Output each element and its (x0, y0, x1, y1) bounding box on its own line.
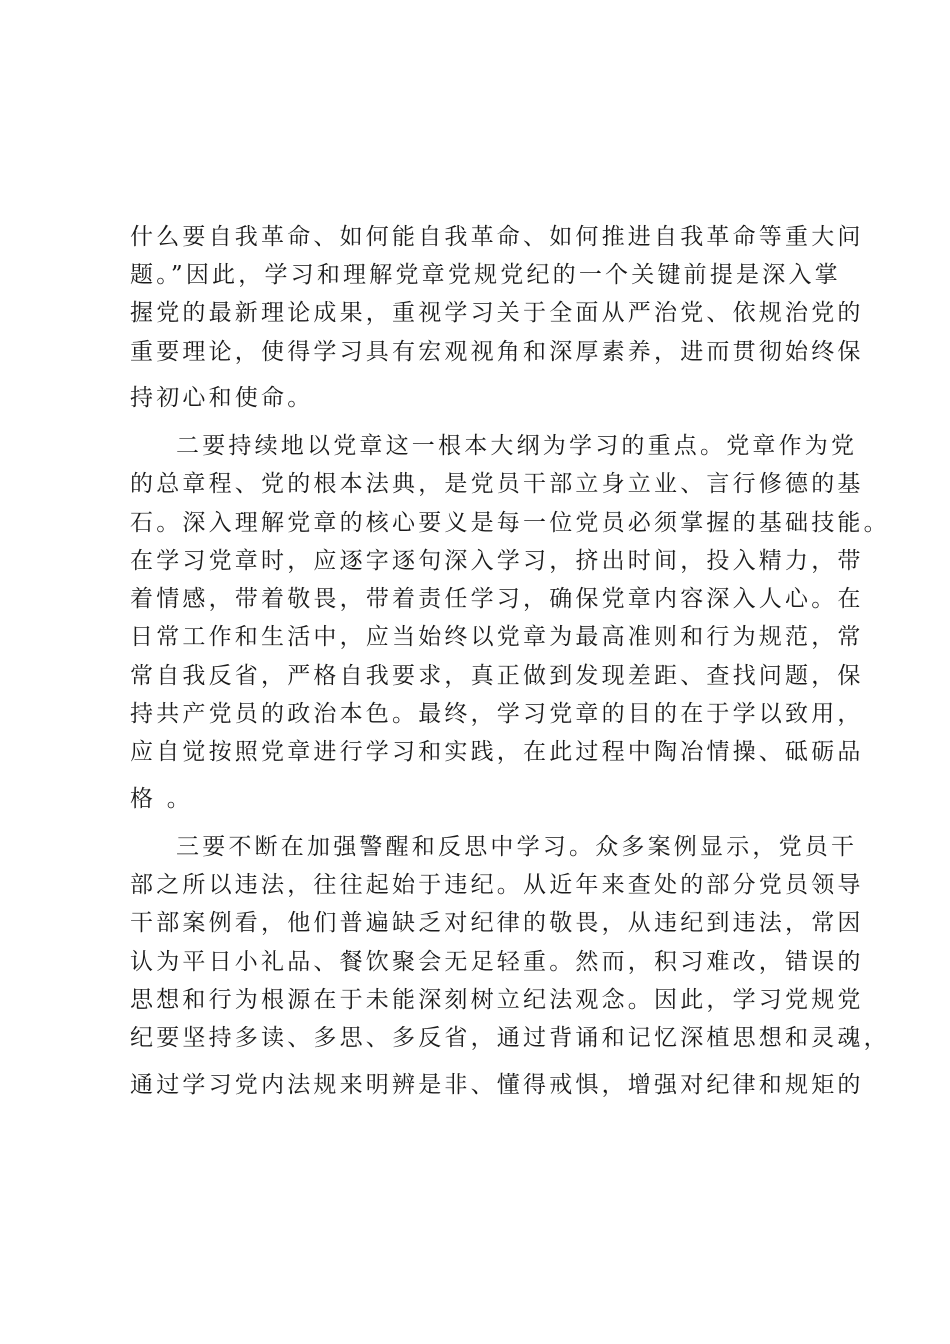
paragraph-3-line-1: 三要不断在加强警醒和反思中学习。众多案例显示，党员干 (176, 834, 858, 860)
paragraph-2-line-4: 在学习党章时，应逐字逐句深入学习，挤出时间，投入精力，带 (130, 548, 864, 574)
paragraph-1-line-5: 持初心和使命。 (130, 385, 314, 411)
paragraph-3-line-4: 认为平日小礼品、餐饮聚会无足轻重。然而，积习难改，错误的 (130, 949, 864, 975)
paragraph-2-line-6: 日常工作和生活中，应当始终以党章为最高准则和行为规范，常 (130, 624, 864, 650)
paragraph-2-line-3: 石。深入理解党章的核心要义是每一位党员必须掌握的基础技能。 (130, 510, 890, 536)
paragraph-1-line-1: 什么要自我革命、如何能自我革命、如何推进自我革命等重大问 (130, 224, 864, 250)
paragraph-3-line-7: 通过学习党内法规来明辨是非、懂得戒惧，增强对纪律和规矩的 (130, 1072, 864, 1098)
paragraph-1-line-2: 题。”因此，学习和理解党章党规党纪的一个关键前提是深入掌 (130, 262, 841, 288)
paragraph-1-line-4: 重要理论，使得学习具有宏观视角和深厚素养，进而贯彻始终保 (130, 339, 864, 365)
paragraph-2-line-10: 格 。 (130, 786, 193, 812)
paragraph-3-line-6: 纪要坚持多读、多思、多反省，通过背诵和记忆深植思想和灵魂， (130, 1025, 890, 1051)
paragraph-2-line-5: 着情感，带着敬畏，带着责任学习，确保党章内容深入人心。在 (130, 586, 864, 612)
paragraph-2-line-8: 持共产党员的政治本色。最终，学习党章的目的在于学以致用， (130, 701, 864, 727)
paragraph-2-line-1: 二要持续地以党章这一根本大纲为学习的重点。党章作为党 (176, 433, 858, 459)
paragraph-3-line-5: 思想和行为根源在于未能深刻树立纪法观念。因此，学习党规党 (130, 987, 864, 1013)
paragraph-2-line-9: 应自觉按照党章进行学习和实践，在此过程中陶冶情操、砥砺品 (130, 739, 864, 765)
paragraph-3-line-2: 部之所以违法，往往起始于违纪。从近年来查处的部分党员领导 (130, 872, 864, 898)
paragraph-2-line-7: 常自我反省，严格自我要求，真正做到发现差距、查找问题，保 (130, 663, 864, 689)
paragraph-1-line-3: 握党的最新理论成果，重视学习关于全面从严治党、依规治党的 (130, 300, 864, 326)
paragraph-2-line-2: 的总章程、党的根本法典，是党员干部立身立业、言行修德的基 (130, 471, 864, 497)
paragraph-3-line-3: 干部案例看，他们普遍缺乏对纪律的敬畏，从违纪到违法，常因 (130, 910, 864, 936)
